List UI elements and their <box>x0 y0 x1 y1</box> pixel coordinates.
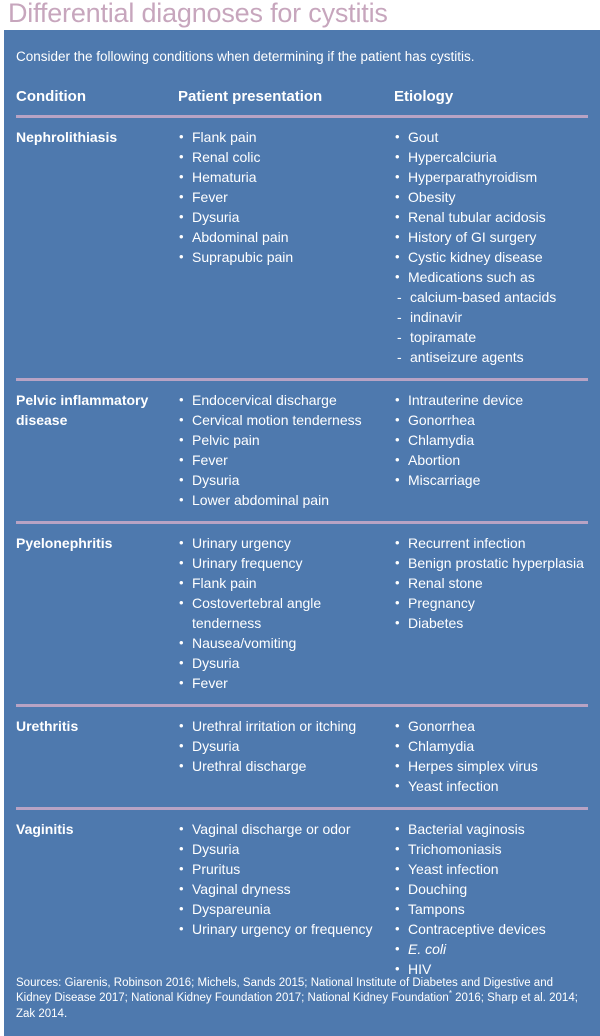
page-title: Differential diagnoses for cystitis <box>8 0 388 28</box>
column-header-condition: Condition <box>16 88 86 105</box>
etiology-item: • Herpes simplex virus <box>394 756 588 776</box>
cell-condition <box>16 819 178 979</box>
cell-etiology <box>394 390 588 510</box>
presentation-item: • Pelvic pain <box>178 430 390 450</box>
presentation-item: • Vaginal discharge or odor <box>178 819 390 839</box>
title-bar <box>0 0 600 30</box>
presentation-item: • Renal colic <box>178 147 390 167</box>
condition-name: Vaginitis <box>16 821 74 837</box>
etiology-item: • HIV <box>394 959 588 979</box>
cell-etiology-list <box>394 127 588 287</box>
etiology-item: • History of GI surgery <box>394 227 588 247</box>
cell-presentation-list <box>178 716 390 776</box>
cell-etiology-list <box>394 533 588 633</box>
etiology-item: • Pregnancy <box>394 593 588 613</box>
presentation-item: • Lower abdominal pain <box>178 490 390 510</box>
presentation-item: • Fever <box>178 187 390 207</box>
etiology-item: • Renal stone <box>394 573 588 593</box>
etiology-item: • Contraceptive devices <box>394 919 588 939</box>
etiology-subitem: - indinavir <box>394 307 588 327</box>
etiology-item: • Chlamydia <box>394 736 588 756</box>
cell-condition <box>16 127 178 367</box>
intro-text: Consider the following conditions when determining if the patient has cystitis. <box>16 49 475 64</box>
etiology-item: • Recurrent infection <box>394 533 588 553</box>
presentation-item: • Fever <box>178 673 390 693</box>
etiology-subitem: - calcium-based antacids <box>394 287 588 307</box>
etiology-item: • Gonorrhea <box>394 410 588 430</box>
table-body <box>4 115 600 990</box>
cell-etiology <box>394 127 588 367</box>
condition-name: Pyelonephritis <box>16 535 113 551</box>
etiology-item: • Chlamydia <box>394 430 588 450</box>
etiology-item: • Hyperparathyroidism <box>394 167 588 187</box>
etiology-subitem: - antiseizure agents <box>394 347 588 367</box>
table-row <box>4 810 600 990</box>
presentation-item: • Dyspareunia <box>178 899 390 919</box>
etiology-item: • Abortion <box>394 450 588 470</box>
presentation-item: • Dysuria <box>178 207 390 227</box>
etiology-item: • Trichomoniasis <box>394 839 588 859</box>
etiology-item: • Benign prostatic hyperplasia <box>394 553 588 573</box>
etiology-item: • Yeast infection <box>394 776 588 796</box>
etiology-item: • Medications such as <box>394 267 588 287</box>
cell-presentation-list <box>178 819 390 939</box>
cell-etiology-list <box>394 390 588 490</box>
condition-name: Nephrolithiasis <box>16 129 118 145</box>
table-row <box>4 381 600 521</box>
presentation-item: • Flank pain <box>178 127 390 147</box>
column-header-etiology: Etiology <box>394 88 454 105</box>
etiology-item: • Diabetes <box>394 613 588 633</box>
cell-etiology <box>394 819 588 979</box>
cell-presentation-list <box>178 390 390 510</box>
presentation-item: • Dysuria <box>178 736 390 756</box>
cell-presentation <box>178 819 394 979</box>
etiology-item: • Obesity <box>394 187 588 207</box>
etiology-item: • Douching <box>394 879 588 899</box>
table-header-row <box>4 80 600 115</box>
registered-mark: * <box>448 989 452 999</box>
presentation-item: • Vaginal dryness <box>178 879 390 899</box>
etiology-item: • Bacterial vaginosis <box>394 819 588 839</box>
etiology-item: • Hypercalciuria <box>394 147 588 167</box>
content-panel <box>4 30 600 1036</box>
condition-name: Urethritis <box>16 718 79 734</box>
cell-condition <box>16 390 178 510</box>
presentation-item: • Dysuria <box>178 470 390 490</box>
cell-etiology-list <box>394 716 588 796</box>
sources-note: Sources: Giarenis, Robinson 2016; Michels, Sands 2015; National Institute of Diabetes and Digestive and Kidney Disease 2017; National Kidney Foundation 2017; National Kidney Foundation* 2016; Sharp et al. 2014; Zak 2014. <box>16 976 578 1020</box>
etiology-item: • Tampons <box>394 899 588 919</box>
presentation-item: • Pruritus <box>178 859 390 879</box>
presentation-item: • Nausea/vomiting <box>178 633 390 653</box>
presentation-item: • Hematuria <box>178 167 390 187</box>
cell-condition <box>16 533 178 693</box>
presentation-item: • Flank pain <box>178 573 390 593</box>
etiology-item: • Miscarriage <box>394 470 588 490</box>
cell-presentation <box>178 533 394 693</box>
cell-presentation <box>178 716 394 796</box>
cell-etiology <box>394 533 588 693</box>
etiology-sublist <box>394 287 588 367</box>
cell-condition <box>16 716 178 796</box>
presentation-item: • Dysuria <box>178 839 390 859</box>
etiology-item <box>394 939 588 959</box>
condition-name: Pelvic inflammatory disease <box>16 392 149 428</box>
cell-presentation-list <box>178 127 390 267</box>
cell-etiology-list <box>394 819 588 979</box>
italic-term: E. coli <box>408 941 447 957</box>
etiology-item: • Yeast infection <box>394 859 588 879</box>
presentation-item: • Costovertebral angle tenderness <box>178 593 390 633</box>
presentation-item: • Cervical motion tenderness <box>178 410 390 430</box>
table-row <box>4 118 600 378</box>
cell-presentation <box>178 390 394 510</box>
etiology-subitem: - topiramate <box>394 327 588 347</box>
etiology-item: • Cystic kidney disease <box>394 247 588 267</box>
etiology-item: • Gout <box>394 127 588 147</box>
etiology-item: • Gonorrhea <box>394 716 588 736</box>
presentation-item: • Dysuria <box>178 653 390 673</box>
presentation-item: • Urinary frequency <box>178 553 390 573</box>
column-header-presentation: Patient presentation <box>178 88 323 105</box>
presentation-item: • Suprapubic pain <box>178 247 390 267</box>
cell-presentation <box>178 127 394 367</box>
presentation-item: • Urinary urgency or frequency <box>178 919 390 939</box>
cell-presentation-list <box>178 533 390 693</box>
presentation-item: • Urethral discharge <box>178 756 390 776</box>
cell-etiology <box>394 716 588 796</box>
table-row <box>4 707 600 807</box>
presentation-item: • Abdominal pain <box>178 227 390 247</box>
table-row <box>4 524 600 704</box>
presentation-item: • Urethral irritation or itching <box>178 716 390 736</box>
presentation-item: • Urinary urgency <box>178 533 390 553</box>
etiology-item: • Intrauterine device <box>394 390 588 410</box>
diagnoses-table <box>4 80 600 990</box>
presentation-item: • Fever <box>178 450 390 470</box>
presentation-item: • Endocervical discharge <box>178 390 390 410</box>
etiology-item: • Renal tubular acidosis <box>394 207 588 227</box>
